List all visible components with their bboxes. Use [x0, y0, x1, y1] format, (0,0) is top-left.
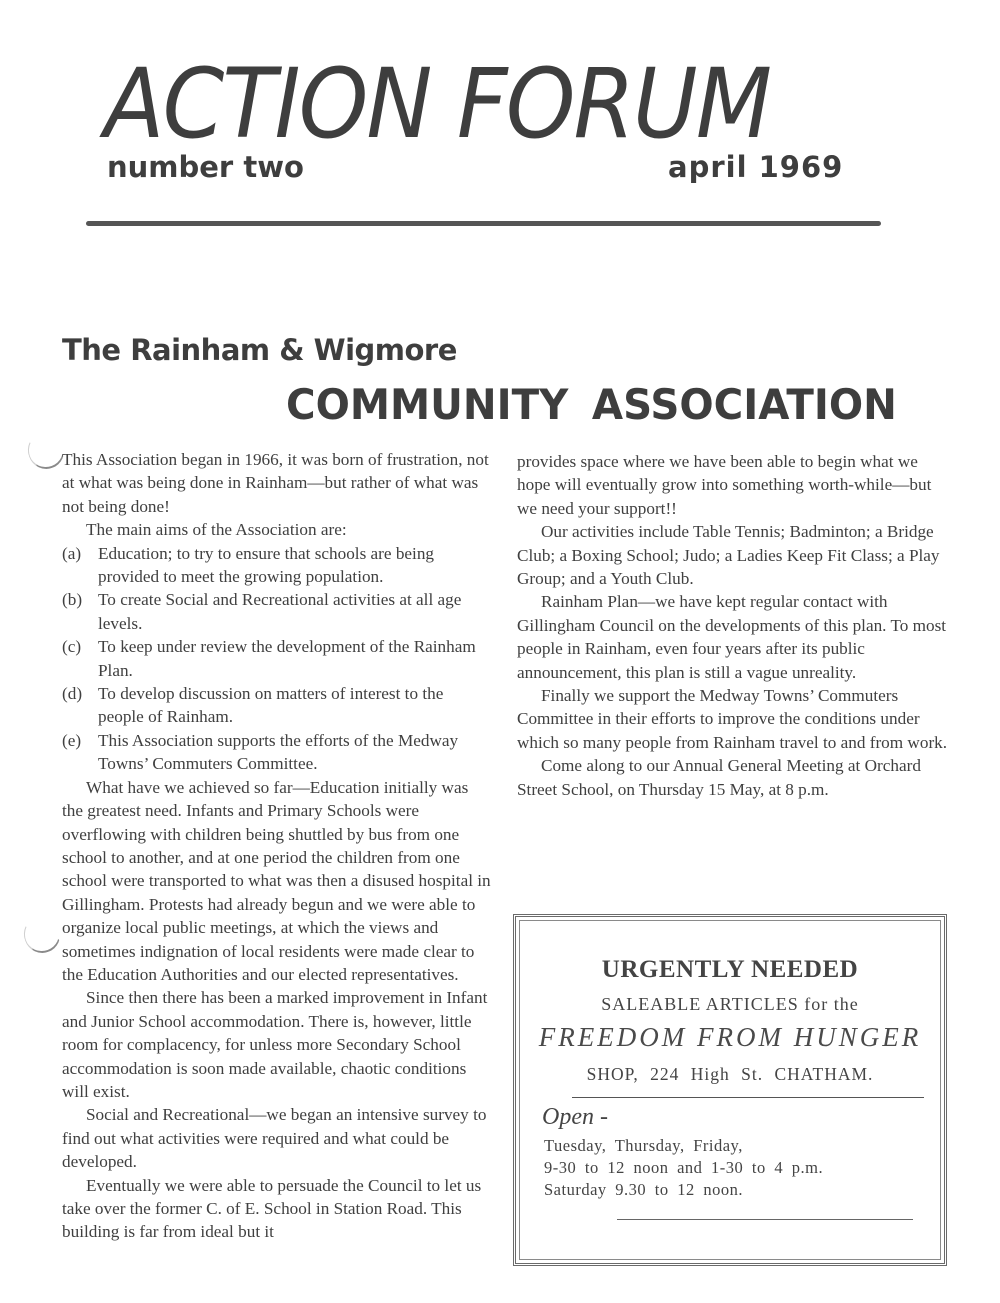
aim-item — [62, 729, 492, 776]
advert-hours — [544, 1135, 823, 1201]
advert-organisation: FREEDOM FROM HUNGER — [538, 1022, 922, 1052]
masthead-divider — [86, 221, 881, 226]
body-paragraph: Rainham Plan—we have kept regular contact with Gillingham Council on the developments of this plan. To most people in Rainham, even four years after its public announcement, this plan is still a vague unreality. — [517, 592, 947, 682]
meeting-notice: Come along to our Annual General Meeting at Orchard Street School, on Thursday 15 May, at 8 p.m. — [517, 756, 921, 799]
aim-letter: (a) — [62, 543, 82, 563]
aim-letter: (e) — [62, 730, 82, 750]
aim-letter: (c) — [62, 637, 82, 657]
advert-inner-frame — [519, 920, 941, 1260]
continuation-paragraph: provides space where we have been able to begin what we hope will eventually grow into something worth-while—but we need your support!! — [517, 452, 932, 518]
body-paragraph: Social and Recreational—we began an intensive survey to find out what activities were required and what could be developed. — [62, 1105, 487, 1172]
advert-address: SHOP, 224 High St. CHATHAM. — [586, 1064, 874, 1084]
aim-item — [62, 588, 492, 635]
issue-date: april 1969 — [668, 150, 844, 184]
aim-text: Education; to try to ensure that schools are being provided to meet the growing population. — [98, 543, 435, 587]
advert-divider — [572, 1097, 924, 1098]
body-paragraph: Since then there has been a marked improvement in Infant and Junior School accommodation. There is, however, little room for complacency, for unless more Secondary School accommodation is soon made available, chaotic conditions will exist. — [62, 988, 488, 1101]
intro-paragraph: This Association began in 1966, it was born of frustration, not at what was being done in Rainham—but rather of what was not being done! — [62, 450, 489, 516]
aim-text: To develop discussion on matters of interest to the people of Rainham. — [98, 684, 444, 727]
aim-text: This Association supports the efforts of the Medway Towns’ Commuters Committee. — [98, 730, 459, 774]
aim-letter: (d) — [62, 684, 83, 704]
article-title: COMMUNITY ASSOCIATION — [286, 380, 897, 429]
body-paragraph: What have we achieved so far—Education initially was the greatest need. Infants and Primary Schools were overflowing with children being shuttled by bus from one school to another, and at one period the children from one school were transported to what was then a disused hospital in Gillingham. Protests had already begun and we were able to organize local public meetings, at which the views and sometimes indignation of local residents were made clear to the Education Authorities and our elected representatives. — [62, 777, 491, 984]
hours-line: Saturday 9.30 to 12 noon. — [544, 1180, 743, 1199]
hours-line: Tuesday, Thursday, Friday, — [544, 1136, 743, 1155]
body-paragraph: Eventually we were able to persuade the Council to let us take over the former C. of E. School in Station Road. This building is far from ideal but it — [62, 1175, 482, 1242]
article-kicker: The Rainham & Wigmore — [62, 333, 457, 367]
advert-open-label: Open - — [542, 1104, 608, 1130]
body-paragraph: Finally we support the Medway Towns’ Commuters Committee in their efforts to improve the conditions under which so many people from Rainham travel to and from work. — [517, 686, 948, 752]
masthead-title: ACTION FORUM — [104, 48, 771, 160]
aim-item — [62, 682, 492, 729]
aim-text: To keep under review the development of the Rainham Plan. — [98, 637, 476, 680]
aim-item — [62, 635, 492, 682]
body-paragraph: Our activities include Table Tennis; Badminton; a Bridge Club; a Boxing School; Judo; a Ladies Keep Fit Class; a Play Group; and a Youth Club. — [517, 522, 940, 589]
aim-letter: (b) — [62, 590, 83, 610]
aims-intro: The main aims of the Association are: — [86, 520, 347, 540]
freedom-from-hunger-advert — [513, 914, 947, 1266]
issue-number: number two — [107, 150, 304, 184]
advert-subheadline: SALEABLE ARTICLES for the — [601, 994, 859, 1014]
punch-hole-mark — [19, 911, 65, 958]
aim-item — [62, 542, 492, 589]
article-left-column — [62, 448, 492, 1244]
article-right-column — [517, 450, 949, 801]
advert-headline: URGENTLY NEEDED — [601, 956, 859, 983]
hours-line: 9-30 to 12 noon and 1-30 to 4 p.m. — [544, 1158, 824, 1177]
advert-bottom-divider — [617, 1219, 913, 1220]
aim-text: To create Social and Recreational activities at all age levels. — [98, 590, 462, 633]
